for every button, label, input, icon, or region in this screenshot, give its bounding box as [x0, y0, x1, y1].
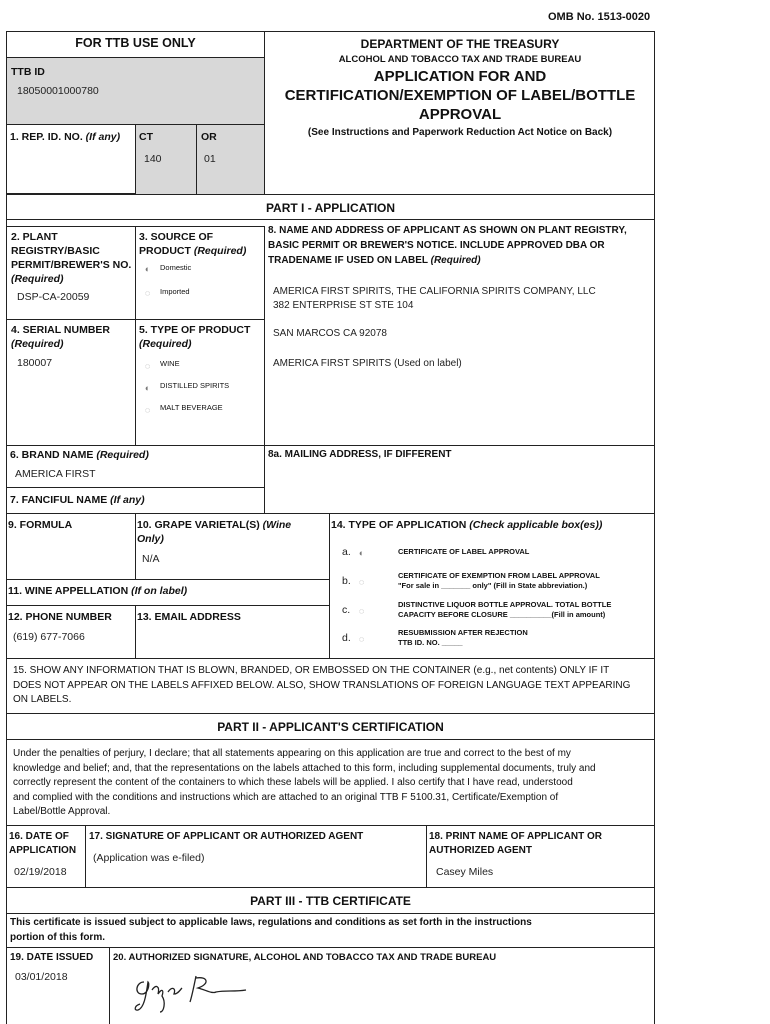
phone-label: 12. PHONE NUMBER [8, 611, 112, 623]
applicant-name-line-1: AMERICA FIRST SPIRITS, THE CALIFORNIA SPIRITS COMPANY, LLC [273, 286, 596, 297]
checkbox-label-approval[interactable]: ◐ [358, 548, 365, 558]
print-label-2: AUTHORIZED AGENT [429, 845, 532, 856]
serial-label: 4. SERIAL NUMBER [11, 324, 110, 336]
product-type-box [136, 320, 265, 446]
appellation-hint: (If on label) [131, 585, 188, 597]
option-c-text-2: CAPACITY BEFORE CLOSURE __________(Fill in amount) [398, 610, 606, 619]
ct-value: 140 [144, 153, 162, 165]
title-line-2: CERTIFICATION/EXEMPTION OF LABEL/BOTTLE [284, 87, 636, 104]
source-required: (Required) [193, 245, 247, 257]
option-b-text-2: "For sale in _______ only" (Fill in State abbreviation.) [398, 581, 588, 590]
phone-number-box [6, 606, 136, 659]
certification-box [6, 740, 655, 826]
item15-line-2: DOES NOT APPEAR ON THE LABELS AFFIXED BELOW. ALSO, SHOW TRANSLATIONS OF FOREIGN LANGUAGE TEXT APPEARING [13, 679, 631, 691]
authorized-signature-box [110, 948, 655, 1024]
ttb-use-only-heading: FOR TTB USE ONLY [75, 36, 196, 50]
option-d-text-2: TTB ID. NO. _____ [398, 638, 463, 647]
fanciful-name-box [6, 488, 265, 514]
fanciful-label: 7. FANCIFUL NAME [10, 494, 108, 506]
grape-varietal-value: N/A [142, 553, 160, 565]
checkbox-exemption[interactable]: ◌ [358, 577, 365, 587]
plant-label-1: 2. PLANT [11, 231, 58, 243]
rep-id-hint: (If any) [85, 131, 121, 143]
cert-line-5: Label/Bottle Approval. [13, 806, 111, 817]
mailing-label: 8a. MAILING ADDRESS, IF DIFFERENT [268, 449, 452, 460]
phone-number-value: (619) 677-7066 [13, 631, 85, 643]
source-product-box [136, 226, 265, 320]
radio-domestic[interactable]: ◐ [144, 264, 151, 274]
ttb-certificate-box [6, 914, 655, 948]
applicant-dba: AMERICA FIRST SPIRITS (Used on label) [273, 358, 462, 369]
or-value: 01 [204, 153, 216, 165]
name-label-2: BASIC PERMIT OR BREWER'S NOTICE. INCLUDE APPROVED DBA OR [268, 240, 605, 251]
bureau-name: ALCOHOL AND TOBACCO TAX AND TRADE BUREAU [338, 54, 582, 65]
application-type-box [330, 514, 655, 659]
grape-label: 10. GRAPE VARIETAL(S) [137, 519, 260, 531]
title-line-3: APPROVAL [418, 106, 502, 123]
checkbox-resubmission[interactable]: ◌ [358, 634, 365, 644]
app-type-label: 14. TYPE OF APPLICATION [331, 519, 467, 531]
radio-wine[interactable]: ◌ [144, 361, 151, 371]
app-type-hint: (Check applicable box(es)) [469, 519, 603, 531]
option-a-letter: a. [342, 546, 351, 558]
formula-box [6, 514, 136, 580]
part1-title: PART I - APPLICATION [265, 201, 396, 215]
serial-required: (Required) [11, 338, 64, 350]
brand-required: (Required) [96, 449, 149, 461]
ttb-id-label: TTB ID [11, 66, 45, 78]
brand-label: 6. BRAND NAME [10, 449, 94, 461]
name-label-3: TRADENAME IF USED ON LABEL [268, 255, 428, 266]
instructions-note: (See Instructions and Paperwork Reduction Act Notice on Back) [307, 127, 613, 138]
signature-label: 17. SIGNATURE OF APPLICANT OR AUTHORIZED AGENT [89, 831, 364, 842]
source-imported-label: Imported [160, 287, 190, 296]
email-label: 13. EMAIL ADDRESS [137, 611, 241, 623]
rep-id-label: 1. REP. ID. NO. [10, 131, 83, 143]
type-wine-label: WINE [160, 359, 180, 368]
wine-appellation-box [6, 580, 330, 606]
plant-registry-box [6, 226, 136, 320]
option-b-letter: b. [342, 575, 351, 587]
item15-line-1: 15. SHOW ANY INFORMATION THAT IS BLOWN, BRANDED, OR EMBOSSED ON THE CONTAINER (e.g., net contents) ONLY IF IT [13, 665, 610, 676]
date-label-2: APPLICATION [9, 845, 77, 856]
print-name-value: Casey Miles [436, 866, 494, 878]
embossed-info-box [6, 659, 655, 714]
ct-box [136, 125, 197, 194]
option-a-text: CERTIFICATE OF LABEL APPROVAL [398, 547, 530, 556]
option-c-text-1: DISTINCTIVE LIQUOR BOTTLE APPROVAL. TOTAL BOTTLE [398, 600, 612, 609]
source-label-2: PRODUCT [139, 245, 191, 257]
part3-cert-line-2: portion of this form. [10, 931, 105, 943]
or-label: OR [201, 131, 217, 143]
radio-distilled-spirits[interactable]: ◐ [144, 383, 151, 393]
email-address-box [136, 606, 330, 659]
ttb-id-box [7, 57, 264, 124]
source-domestic-label: Domestic [160, 263, 192, 272]
cert-line-1: Under the penalties of perjury, I declare; that all statements appearing on this application are true and correct to the best of my [13, 748, 571, 759]
mailing-address-box [265, 446, 655, 514]
type-malt-label: MALT BEVERAGE [160, 403, 223, 412]
part3-title: PART III - TTB CERTIFICATE [250, 894, 411, 908]
type-label: 5. TYPE OF PRODUCT [139, 324, 251, 336]
cert-line-2: knowledge and belief; and, that the representations on the labels attached to this form, including supplemental documents, truly and [13, 762, 596, 774]
grape-varietal-box [136, 514, 330, 580]
print-label-1: 18. PRINT NAME OF APPLICANT OR [429, 831, 602, 842]
date-issued-box [6, 948, 110, 1024]
or-box [197, 125, 264, 194]
type-required: (Required) [139, 338, 192, 350]
signature-value: (Application was e-filed) [93, 852, 205, 864]
cert-line-4: and complied with the conditions and instructions which are attached to an original TTB F 5100.31, Certificate/Exemption of [13, 791, 559, 803]
serial-number-value: 180007 [17, 357, 53, 369]
fanciful-hint: (If any) [110, 494, 145, 506]
print-name-box [427, 826, 655, 888]
plant-label-3: PERMIT/BREWER'S NO. [11, 259, 132, 271]
applicant-signature-box [86, 826, 427, 888]
radio-imported[interactable]: ◌ [144, 288, 151, 298]
ttb-id-value: 18050001000780 [17, 85, 99, 97]
option-d-letter: d. [342, 632, 351, 644]
grape-hint-2: Only) [137, 533, 164, 545]
authorized-signature-label: 20. AUTHORIZED SIGNATURE, ALCOHOL AND TOBACCO TAX AND TRADE BUREAU [113, 952, 497, 963]
ct-label: CT [139, 131, 153, 143]
grape-hint-1: (Wine [262, 519, 292, 531]
brand-name-value: AMERICA FIRST [15, 468, 96, 480]
type-distilled-label: DISTILLED SPIRITS [160, 381, 230, 390]
rep-id-box [6, 124, 136, 194]
date-issued-label: 19. DATE ISSUED [10, 952, 94, 963]
option-b-text-1: CERTIFICATE OF EXEMPTION FROM LABEL APPROVAL [398, 571, 600, 580]
application-date-box [6, 826, 86, 888]
formula-label: 9. FORMULA [8, 519, 73, 531]
plant-label-2: REGISTRY/BASIC [11, 245, 100, 257]
brand-name-box [6, 446, 265, 488]
part3-cert-line-1: This certificate is issued subject to applicable laws, regulations and conditions as set forth in the instructions [10, 917, 532, 928]
name-label-1: 8. NAME AND ADDRESS OF APPLICANT AS SHOWN ON PLANT REGISTRY, [268, 225, 627, 236]
title-line-1: APPLICATION FOR AND [373, 68, 547, 85]
part2-title: PART II - APPLICANT'S CERTIFICATION [217, 720, 444, 734]
appellation-label: 11. WINE APPELLATION [8, 585, 129, 597]
item15-line-3: ON LABELS. [13, 694, 72, 705]
source-label-1: 3. SOURCE OF [139, 231, 214, 243]
date-issued-value: 03/01/2018 [15, 971, 68, 983]
department-name: DEPARTMENT OF THE TREASURY [360, 37, 560, 51]
checkbox-distinctive-bottle[interactable]: ◌ [358, 606, 365, 616]
plant-required: (Required) [11, 273, 64, 285]
radio-malt-beverage[interactable]: ◌ [144, 405, 151, 415]
plant-registry-value: DSP-CA-20059 [17, 291, 90, 303]
applicant-city: SAN MARCOS CA 92078 [273, 328, 387, 339]
omb-number: OMB No. 1513-0020 [548, 11, 651, 23]
authorized-signature-image [130, 968, 260, 1018]
form-title [265, 67, 655, 124]
date-label-1: 16. DATE OF [9, 831, 69, 842]
applicant-name-line-2: 382 ENTERPRISE ST STE 104 [273, 300, 414, 311]
option-d-text-1: RESUBMISSION AFTER REJECTION [398, 628, 528, 637]
name-required: (Required) [430, 255, 481, 266]
cert-line-3: correctly represent the content of the containers to which these labels will be applied. I also certify that I have read, understood [13, 777, 573, 788]
serial-number-box [6, 320, 136, 446]
application-date-value: 02/19/2018 [14, 866, 67, 878]
option-c-letter: c. [342, 604, 351, 616]
